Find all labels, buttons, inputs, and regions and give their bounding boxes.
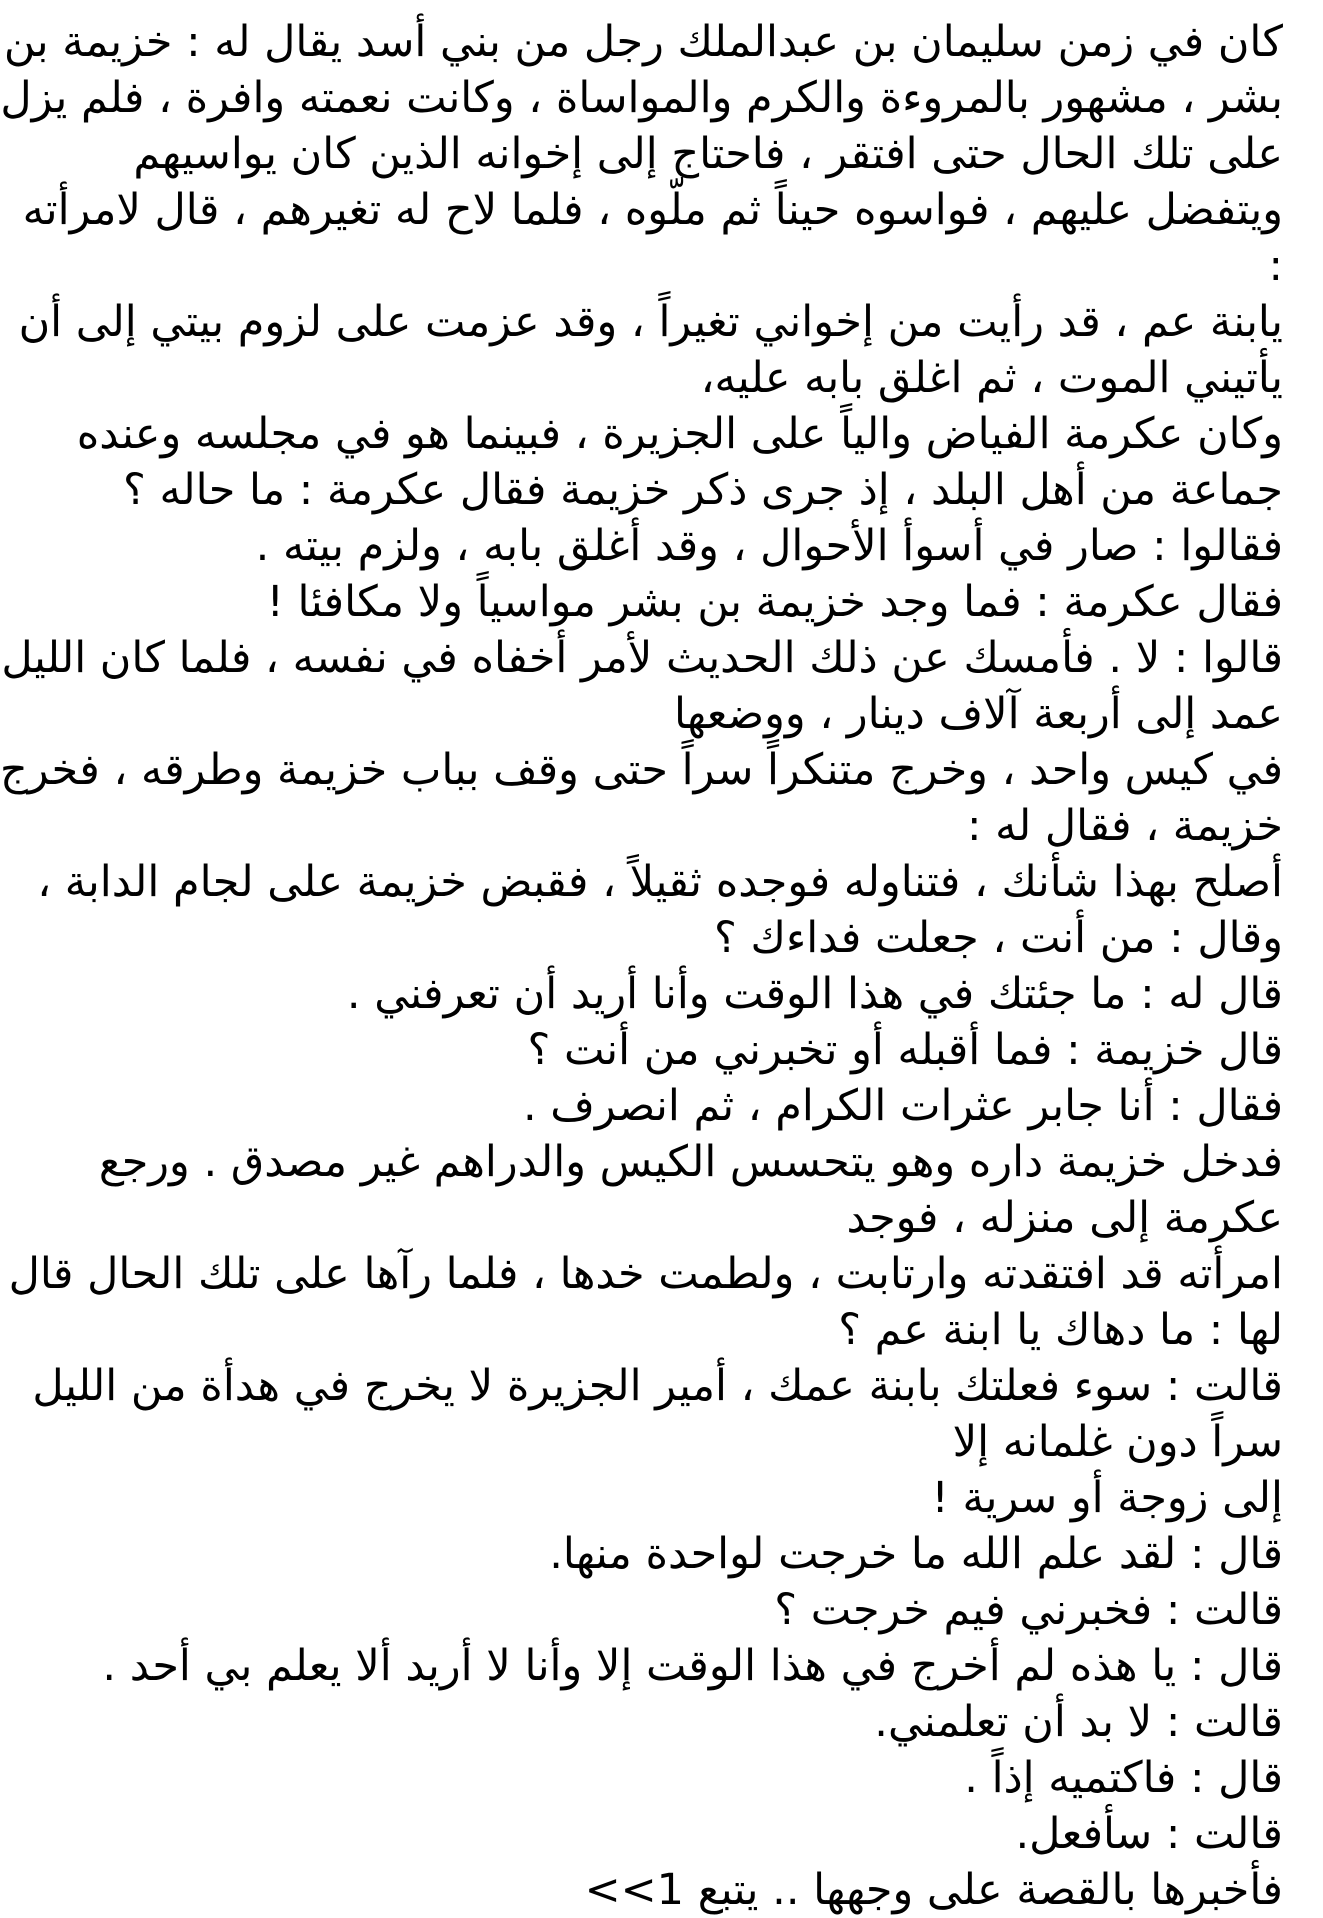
- text-line: عكرمة إلى منزله ، فوجد: [846, 1193, 1283, 1243]
- text-line: قالت : فخبرني فيم خرجت ؟: [774, 1585, 1283, 1635]
- text-line: على تلك الحال حتى افتقر ، فاحتاج إلى إخوانه الذين كان يواسيهم: [133, 129, 1283, 179]
- text-line: لها : ما دهاك يا ابنة عم ؟: [838, 1305, 1283, 1355]
- text-line: إلى زوجة أو سرية !: [931, 1473, 1283, 1523]
- text-line: فدخل خزيمة داره وهو يتحسس الكيس والدراهم غير مصدق . ورجع: [98, 1137, 1283, 1187]
- text-line: في كيس واحد ، وخرج متنكراً سراً حتى وقف بباب خزيمة وطرقه ، فخرج: [0, 745, 1283, 795]
- text-line: وقال : من أنت ، جعلت فداءك ؟: [714, 913, 1283, 963]
- text-line: فقالوا : صار في أسوأ الأحوال ، وقد أغلق بابه ، ولزم بيته .: [255, 521, 1283, 571]
- text-line: كان في زمن سليمان بن عبدالملك رجل من بني أسد يقال له : خزيمة بن: [3, 17, 1283, 67]
- text-line: :: [1268, 241, 1283, 291]
- text-line: أصلح بهذا شأنك ، فتناوله فوجده ثقيلاً ، فقبض خزيمة على لجام الدابة ،: [37, 857, 1283, 907]
- text-line: قال : فاكتميه إذاً .: [964, 1753, 1283, 1803]
- text-line: قالت : سأفعل.: [1015, 1809, 1283, 1859]
- text-line: قال له : ما جئتك في هذا الوقت وأنا أريد أن تعرفني .: [346, 969, 1283, 1019]
- text-line: خزيمة ، فقال له :: [966, 801, 1283, 851]
- text-line: قالت : لا بد أن تعلمني.: [874, 1697, 1283, 1747]
- text-line: سراً دون غلمانه إلا: [952, 1417, 1283, 1467]
- text-line: قالوا : لا . فأمسك عن ذلك الحديث لأمر أخفاه في نفسه ، فلما كان الليل: [1, 633, 1283, 683]
- text-line: يابنة عم ، قد رأيت من إخواني تغيراً ، وقد عزمت على لزوم بيتي إلى أن: [18, 297, 1283, 347]
- text-line: يأتيني الموت ، ثم اغلق بابه عليه،: [700, 353, 1283, 403]
- text-line: وكان عكرمة الفياض والياً على الجزيرة ، فبينما هو في مجلسه وعنده: [76, 409, 1283, 459]
- text-line: قالت : سوء فعلتك بابنة عمك ، أمير الجزيرة لا يخرج في هدأة من الليل: [32, 1361, 1283, 1411]
- text-line: فقال : أنا جابر عثرات الكرام ، ثم انصرف .: [522, 1081, 1283, 1131]
- text-line: فقال عكرمة : فما وجد خزيمة بن بشر مواسياً ولا مكافئا !: [266, 577, 1283, 627]
- text-line: قال : يا هذه لم أخرج في هذا الوقت إلا وأنا لا أريد ألا يعلم بي أحد .: [102, 1641, 1283, 1691]
- text-line: جماعة من أهل البلد ، إذ جرى ذكر خزيمة فقال عكرمة : ما حاله ؟: [122, 465, 1283, 515]
- story-text-block: [0, 14, 1283, 1915]
- text-line: ويتفضل عليهم ، فواسوه حيناً ثم ملّوه ، فلما لاح له تغيرهم ، قال لامرأته: [22, 185, 1283, 235]
- text-line: بشر ، مشهور بالمروءة والكرم والمواساة ، وكانت نعمته وافرة ، فلم يزل: [0, 73, 1283, 123]
- text-line: قال خزيمة : فما أقبله أو تخبرني من أنت ؟: [527, 1025, 1283, 1075]
- text-line: فأخبرها بالقصة على وجهها .. يتبع 1>>: [584, 1865, 1283, 1915]
- text-line: امرأته قد افتقدته وارتابت ، ولطمت خدها ، فلما رآها على تلك الحال قال: [8, 1249, 1283, 1299]
- text-line: عمد إلى أربعة آلاف دينار ، ووضعها: [673, 689, 1283, 739]
- text-line: قال : لقد علم الله ما خرجت لواحدة منها.: [549, 1529, 1283, 1579]
